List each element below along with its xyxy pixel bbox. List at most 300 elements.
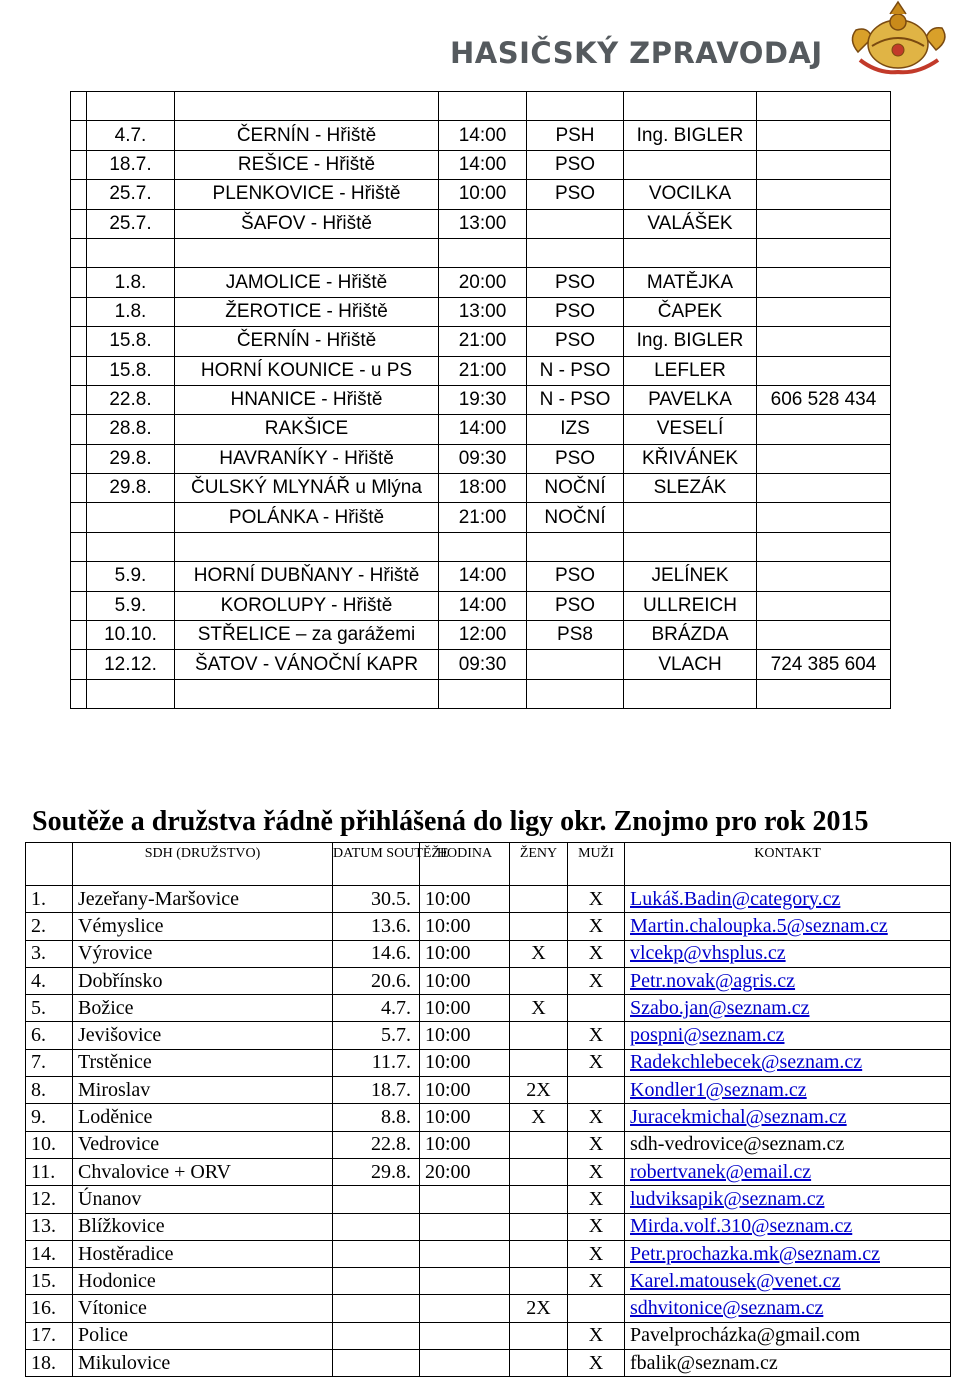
league-number: 17. — [26, 1322, 73, 1349]
schedule-leader — [624, 238, 757, 267]
league-contact-cell — [625, 940, 951, 967]
league-contact-cell — [625, 1186, 951, 1213]
league-contact-cell — [625, 1104, 951, 1131]
schedule-row — [71, 209, 891, 238]
schedule-date — [87, 532, 175, 561]
league-number: 9. — [26, 1104, 73, 1131]
league-men: X — [568, 940, 625, 967]
league-men — [568, 1077, 625, 1104]
schedule-place: REŠICE - Hřiště — [175, 150, 439, 179]
league-date: 8.8. — [333, 1104, 420, 1131]
schedule-place: JAMOLICE - Hřiště — [175, 268, 439, 297]
league-team-name: Vedrovice — [73, 1131, 333, 1158]
league-row — [26, 1240, 951, 1267]
schedule-leader: BRÁZDA — [624, 621, 757, 650]
schedule-place: POLÁNKA - Hřiště — [175, 503, 439, 532]
schedule-row — [71, 562, 891, 591]
schedule-date: 5.9. — [87, 562, 175, 591]
schedule-margin-cell — [71, 356, 87, 385]
league-team-name: Police — [73, 1322, 333, 1349]
league-contact-cell — [625, 1158, 951, 1185]
schedule-phone — [757, 415, 891, 444]
schedule-date: 5.9. — [87, 591, 175, 620]
league-date: 4.7. — [333, 995, 420, 1022]
contact-email-link[interactable]: Juracekmichal@seznam.cz — [630, 1106, 847, 1129]
league-row — [26, 1268, 951, 1295]
league-women: X — [510, 1104, 568, 1131]
schedule-time: 12:00 — [439, 621, 527, 650]
schedule-row — [71, 327, 891, 356]
schedule-margin-cell — [71, 209, 87, 238]
schedule-phone — [757, 121, 891, 150]
league-row — [26, 967, 951, 994]
league-contact-cell — [625, 1322, 951, 1349]
league-time — [420, 1350, 510, 1377]
schedule-place: RAKŠICE — [175, 415, 439, 444]
contact-email-link[interactable]: Petr.novak@agris.cz — [630, 969, 796, 992]
header-contact: KONTAKT — [625, 843, 951, 886]
schedule-place: ČERNÍN - Hřiště — [175, 121, 439, 150]
league-time: 10:00 — [420, 1131, 510, 1158]
schedule-margin-cell — [71, 591, 87, 620]
schedule-leader: MATĚJKA — [624, 268, 757, 297]
schedule-type: PSO — [527, 150, 624, 179]
league-women — [510, 1186, 568, 1213]
league-team-name: Hostěradice — [73, 1240, 333, 1267]
league-time — [420, 1213, 510, 1240]
schedule-row — [71, 356, 891, 385]
league-men: X — [568, 1022, 625, 1049]
schedule-date: 28.8. — [87, 415, 175, 444]
event-schedule-table — [70, 91, 891, 709]
schedule-margin-cell — [71, 150, 87, 179]
league-men: X — [568, 1322, 625, 1349]
header-sdh: SDH (DRUŽSTVO) — [73, 843, 333, 886]
schedule-date: 25.7. — [87, 180, 175, 209]
schedule-phone — [757, 209, 891, 238]
league-date — [333, 1186, 420, 1213]
schedule-place: ŠATOV - VÁNOČNÍ KAPR — [175, 650, 439, 679]
schedule-margin-cell — [71, 238, 87, 267]
header-cell-number — [26, 843, 73, 886]
schedule-leader: KŘIVÁNEK — [624, 444, 757, 473]
contact-email-link[interactable]: sdhvitonice@seznam.cz — [630, 1297, 824, 1320]
league-contact-cell — [625, 1240, 951, 1267]
league-time — [420, 1268, 510, 1295]
league-time: 10:00 — [420, 913, 510, 940]
league-date: 5.7. — [333, 1022, 420, 1049]
schedule-date: 29.8. — [87, 474, 175, 503]
schedule-date — [87, 238, 175, 267]
league-date: 13.6. — [333, 913, 420, 940]
schedule-phone — [757, 503, 891, 532]
schedule-leader — [624, 679, 757, 708]
league-row — [26, 1213, 951, 1240]
schedule-place: ČULSKÝ MLYNÁŘ u Mlýna — [175, 474, 439, 503]
header-women: ŽENY — [510, 843, 568, 886]
schedule-row — [71, 180, 891, 209]
schedule-date: 25.7. — [87, 209, 175, 238]
league-contact-cell — [625, 995, 951, 1022]
schedule-margin-cell — [71, 562, 87, 591]
league-women — [510, 1213, 568, 1240]
league-date: 30.5. — [333, 886, 420, 913]
league-time: 10:00 — [420, 967, 510, 994]
league-contact-cell — [625, 1077, 951, 1104]
schedule-row — [71, 679, 891, 708]
schedule-margin-cell — [71, 532, 87, 561]
schedule-type: N - PSO — [527, 385, 624, 414]
schedule-type: NOČNÍ — [527, 474, 624, 503]
schedule-phone — [757, 562, 891, 591]
schedule-place: PLENKOVICE - Hřiště — [175, 180, 439, 209]
contact-email-text: sdh-vedrovice@seznam.cz — [630, 1133, 845, 1156]
schedule-phone: 606 528 434 — [757, 385, 891, 414]
league-number: 12. — [26, 1186, 73, 1213]
schedule-phone — [757, 180, 891, 209]
league-contact-cell — [625, 1131, 951, 1158]
league-time — [420, 1322, 510, 1349]
league-men — [568, 1295, 625, 1322]
schedule-leader — [624, 92, 757, 121]
schedule-row — [71, 238, 891, 267]
schedule-date: 18.7. — [87, 150, 175, 179]
schedule-type — [527, 238, 624, 267]
schedule-phone — [757, 356, 891, 385]
league-women — [510, 1268, 568, 1295]
schedule-date: 15.8. — [87, 327, 175, 356]
league-men: X — [568, 1240, 625, 1267]
contact-email-link[interactable]: vlcekp@vhsplus.cz — [630, 942, 786, 965]
schedule-margin-cell — [71, 327, 87, 356]
schedule-leader: LEFLER — [624, 356, 757, 385]
schedule-leader — [624, 150, 757, 179]
schedule-date — [87, 503, 175, 532]
schedule-date: 1.8. — [87, 268, 175, 297]
schedule-row — [71, 268, 891, 297]
league-number: 16. — [26, 1295, 73, 1322]
schedule-place: HORNÍ KOUNICE - u PS — [175, 356, 439, 385]
league-number: 7. — [26, 1049, 73, 1076]
league-date — [333, 1322, 420, 1349]
schedule-row — [71, 591, 891, 620]
schedule-date: 1.8. — [87, 297, 175, 326]
league-women — [510, 1022, 568, 1049]
schedule-row — [71, 92, 891, 121]
league-time: 20:00 — [420, 1158, 510, 1185]
league-women: 2X — [510, 1077, 568, 1104]
league-team-name: Hodonice — [73, 1268, 333, 1295]
schedule-type — [527, 679, 624, 708]
schedule-leader: VOCILKA — [624, 180, 757, 209]
schedule-time — [439, 679, 527, 708]
league-row — [26, 1186, 951, 1213]
schedule-margin-cell — [71, 650, 87, 679]
league-number: 1. — [26, 886, 73, 913]
firefighter-helmet-emblem-icon — [838, 0, 960, 80]
league-men: X — [568, 967, 625, 994]
league-team-name: Božice — [73, 995, 333, 1022]
schedule-date: 22.8. — [87, 385, 175, 414]
schedule-margin-cell — [71, 679, 87, 708]
schedule-type: PSO — [527, 180, 624, 209]
schedule-time: 14:00 — [439, 591, 527, 620]
schedule-margin-cell — [71, 415, 87, 444]
header-date: DATUM SOUTĚŽE — [333, 843, 420, 886]
league-number: 13. — [26, 1213, 73, 1240]
league-contact-cell — [625, 1350, 951, 1377]
schedule-date: 29.8. — [87, 444, 175, 473]
league-number: 2. — [26, 913, 73, 940]
schedule-place — [175, 532, 439, 561]
league-men: X — [568, 1350, 625, 1377]
league-teams-table — [25, 842, 951, 1377]
contact-email-link[interactable]: Szabo.jan@seznam.cz — [630, 996, 810, 1019]
contact-email-link[interactable]: Radekchlebecek@seznam.cz — [630, 1051, 863, 1074]
league-time: 10:00 — [420, 1104, 510, 1131]
league-contact-cell — [625, 886, 951, 913]
schedule-margin-cell — [71, 92, 87, 121]
schedule-phone — [757, 238, 891, 267]
schedule-date: 15.8. — [87, 356, 175, 385]
schedule-type: PSO — [527, 297, 624, 326]
league-men: X — [568, 1158, 625, 1185]
contact-email-link[interactable]: robertvanek@email.cz — [630, 1160, 812, 1183]
schedule-row — [71, 474, 891, 503]
schedule-type — [527, 650, 624, 679]
schedule-leader: VALÁŠEK — [624, 209, 757, 238]
schedule-leader — [624, 532, 757, 561]
schedule-leader: Ing. BIGLER — [624, 121, 757, 150]
schedule-margin-cell — [71, 444, 87, 473]
schedule-row — [71, 503, 891, 532]
league-time — [420, 1240, 510, 1267]
league-women — [510, 1322, 568, 1349]
league-number: 14. — [26, 1240, 73, 1267]
league-row — [26, 1131, 951, 1158]
header-time: HODINA — [420, 843, 510, 886]
schedule-place: ŠAFOV - Hřiště — [175, 209, 439, 238]
schedule-type: N - PSO — [527, 356, 624, 385]
schedule-leader: Ing. BIGLER — [624, 327, 757, 356]
league-date: 14.6. — [333, 940, 420, 967]
league-time: 10:00 — [420, 886, 510, 913]
schedule-type — [527, 92, 624, 121]
league-men: X — [568, 886, 625, 913]
league-row — [26, 940, 951, 967]
league-men: X — [568, 1131, 625, 1158]
schedule-row — [71, 444, 891, 473]
schedule-phone: 724 385 604 — [757, 650, 891, 679]
league-date — [333, 1240, 420, 1267]
league-section-title: Soutěže a družstva řádně přihlášená do ligy okr. Znojmo pro rok 2015 — [32, 806, 869, 837]
league-contact-cell — [625, 1268, 951, 1295]
league-team-name: Miroslav — [73, 1077, 333, 1104]
schedule-place: ŽEROTICE - Hřiště — [175, 297, 439, 326]
league-women: X — [510, 995, 568, 1022]
schedule-time: 14:00 — [439, 150, 527, 179]
schedule-margin-cell — [71, 121, 87, 150]
schedule-time: 13:00 — [439, 297, 527, 326]
league-date — [333, 1350, 420, 1377]
schedule-type: NOČNÍ — [527, 503, 624, 532]
schedule-type: PSO — [527, 591, 624, 620]
league-row — [26, 1295, 951, 1322]
schedule-leader: VESELÍ — [624, 415, 757, 444]
schedule-phone — [757, 591, 891, 620]
league-date: 18.7. — [333, 1077, 420, 1104]
schedule-time: 21:00 — [439, 327, 527, 356]
league-contact-cell — [625, 1022, 951, 1049]
league-contact-cell — [625, 1049, 951, 1076]
schedule-row — [71, 650, 891, 679]
league-row — [26, 913, 951, 940]
schedule-margin-cell — [71, 503, 87, 532]
schedule-time: 21:00 — [439, 503, 527, 532]
schedule-type — [527, 532, 624, 561]
league-women: X — [510, 940, 568, 967]
contact-email-link[interactable]: Petr.prochazka.mk@seznam.cz — [630, 1242, 880, 1265]
schedule-time: 09:30 — [439, 650, 527, 679]
league-row — [26, 1077, 951, 1104]
schedule-phone — [757, 92, 891, 121]
schedule-time: 18:00 — [439, 474, 527, 503]
schedule-place: HNANICE - Hřiště — [175, 385, 439, 414]
league-date — [333, 1213, 420, 1240]
league-women — [510, 1158, 568, 1185]
league-row — [26, 1104, 951, 1131]
league-men: X — [568, 1104, 625, 1131]
league-men: X — [568, 913, 625, 940]
contact-email-text: Pavelprocházka@gmail.com — [630, 1324, 860, 1347]
league-date: 20.6. — [333, 967, 420, 994]
league-time: 10:00 — [420, 1022, 510, 1049]
schedule-date — [87, 679, 175, 708]
schedule-place — [175, 238, 439, 267]
league-men — [568, 995, 625, 1022]
contact-email-link[interactable]: Lukáš.Badin@category.cz — [630, 887, 841, 910]
schedule-type: IZS — [527, 415, 624, 444]
league-number: 6. — [26, 1022, 73, 1049]
league-team-name: Vítonice — [73, 1295, 333, 1322]
schedule-time: 21:00 — [439, 356, 527, 385]
contact-email-link[interactable]: Karel.matousek@venet.cz — [630, 1269, 841, 1292]
league-number: 15. — [26, 1268, 73, 1295]
league-women — [510, 1049, 568, 1076]
league-women — [510, 1240, 568, 1267]
contact-email-link[interactable]: Mirda.volf.310@seznam.cz — [630, 1215, 853, 1238]
league-number: 3. — [26, 940, 73, 967]
schedule-time: 14:00 — [439, 415, 527, 444]
league-number: 5. — [26, 995, 73, 1022]
schedule-place — [175, 92, 439, 121]
schedule-leader — [624, 503, 757, 532]
league-date — [333, 1268, 420, 1295]
schedule-place: HAVRANÍKY - Hřiště — [175, 444, 439, 473]
header-men: MUŽI — [568, 843, 625, 886]
schedule-time: 14:00 — [439, 562, 527, 591]
schedule-phone — [757, 327, 891, 356]
league-time: 10:00 — [420, 995, 510, 1022]
schedule-place: STŘELICE – za garážemi — [175, 621, 439, 650]
contact-email-link[interactable]: pospni@seznam.cz — [630, 1024, 785, 1047]
league-date — [333, 1295, 420, 1322]
league-women — [510, 1350, 568, 1377]
league-row — [26, 886, 951, 913]
schedule-row — [71, 621, 891, 650]
schedule-place: ČERNÍN - Hřiště — [175, 327, 439, 356]
schedule-row — [71, 415, 891, 444]
league-row — [26, 1322, 951, 1349]
schedule-time: 19:30 — [439, 385, 527, 414]
schedule-date: 10.10. — [87, 621, 175, 650]
schedule-type — [527, 209, 624, 238]
league-row — [26, 1350, 951, 1377]
league-row — [26, 1022, 951, 1049]
schedule-time — [439, 532, 527, 561]
league-time — [420, 1186, 510, 1213]
schedule-type: PS8 — [527, 621, 624, 650]
schedule-row — [71, 297, 891, 326]
league-team-name: Únanov — [73, 1186, 333, 1213]
schedule-margin-cell — [71, 180, 87, 209]
schedule-phone — [757, 150, 891, 179]
schedule-date: 4.7. — [87, 121, 175, 150]
league-row — [26, 995, 951, 1022]
schedule-margin-cell — [71, 621, 87, 650]
league-men: X — [568, 1268, 625, 1295]
schedule-leader: SLEZÁK — [624, 474, 757, 503]
league-team-name: Jevišovice — [73, 1022, 333, 1049]
schedule-place: KOROLUPY - Hřiště — [175, 591, 439, 620]
contact-email-link[interactable]: Kondler1@seznam.cz — [630, 1078, 807, 1101]
schedule-phone — [757, 621, 891, 650]
schedule-phone — [757, 297, 891, 326]
newsletter-title: HASIČSKÝ ZPRAVODAJ — [450, 36, 823, 70]
schedule-row — [71, 532, 891, 561]
league-team-name: Mikulovice — [73, 1350, 333, 1377]
league-contact-cell — [625, 967, 951, 994]
schedule-phone — [757, 268, 891, 297]
contact-email-link[interactable]: ludviksapik@seznam.cz — [630, 1187, 825, 1210]
league-number: 10. — [26, 1131, 73, 1158]
schedule-phone — [757, 444, 891, 473]
league-women — [510, 967, 568, 994]
schedule-margin-cell — [71, 297, 87, 326]
league-number: 4. — [26, 967, 73, 994]
league-team-name: Jezeřany-Maršovice — [73, 886, 333, 913]
league-team-name: Výrovice — [73, 940, 333, 967]
schedule-leader: ČAPEK — [624, 297, 757, 326]
schedule-time: 10:00 — [439, 180, 527, 209]
schedule-date: 12.12. — [87, 650, 175, 679]
schedule-leader: PAVELKA — [624, 385, 757, 414]
league-time — [420, 1295, 510, 1322]
league-women — [510, 913, 568, 940]
schedule-place — [175, 679, 439, 708]
contact-email-link[interactable]: Martin.chaloupka.5@seznam.cz — [630, 914, 888, 937]
league-team-name: Vémyslice — [73, 913, 333, 940]
league-team-name: Loděnice — [73, 1104, 333, 1131]
league-women: 2X — [510, 1295, 568, 1322]
league-team-name: Trstěnice — [73, 1049, 333, 1076]
league-time: 10:00 — [420, 1077, 510, 1104]
schedule-type: PSO — [527, 444, 624, 473]
league-header-row — [26, 843, 951, 886]
league-time: 10:00 — [420, 1049, 510, 1076]
schedule-phone — [757, 679, 891, 708]
league-men: X — [568, 1186, 625, 1213]
